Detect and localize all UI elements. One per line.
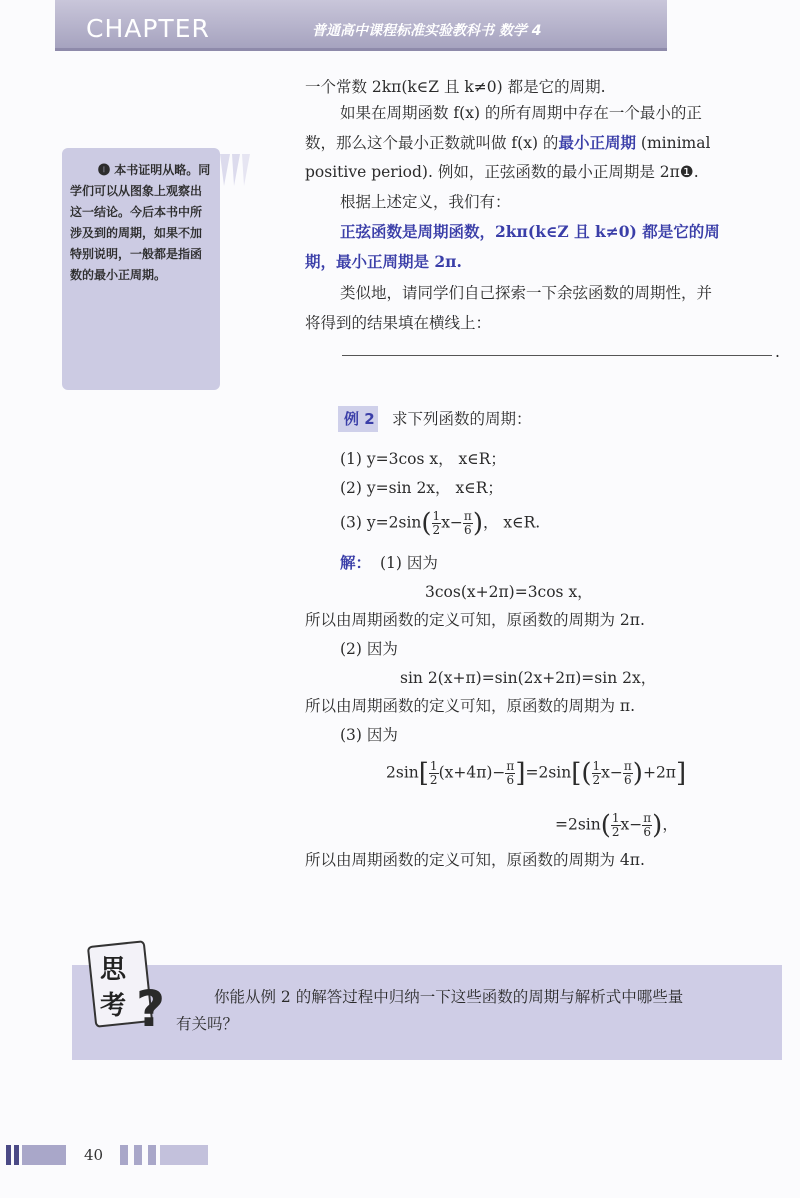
item3-tail: ， x∈R. [482,513,541,532]
sol3-equation-line1: 2sin[ $\frac{1}{2}$ (x+4π)− $\frac{\pi}{6}$ ]=2sin[( $\frac{1}{2}$ x− $\frac{\pi}{6}$ )+2π] [386,758,687,789]
body-para4-a: 类似地，请同学们自己探索一下余弦函数的周期性，并 [340,284,713,302]
fraction-pi-six: $\frac{\pi}{6}$ [463,509,472,537]
body-para3: 根据上述定义，我们有： [340,193,511,211]
example-item-1: (1) y=3cos x， x∈R； [340,450,506,468]
body-para2-a: 如果在周期函数 f(x) 的所有周期中存在一个最小的正 [340,104,702,122]
fraction-one-half: $\frac{1}{2}$ [432,509,441,537]
body-para4-b: 将得到的结果填在横线上： [305,314,492,332]
think-question-line1: 你能从例 2 的解答过程中归纳一下这些函数的周期与解析式中哪些量 [214,988,684,1006]
sol2-equation: sin 2(x+π)=sin(2x+2π)=sin 2x， [400,669,657,687]
margin-note-text [70,160,212,286]
sol3-intro: (3) 因为 [340,726,398,744]
sol3-conclusion: 所以由周期函数的定义可知，原函数的周期为 4π. [305,851,645,869]
chapter-word: CHAPTER [86,14,210,43]
body-line-1: 一个常数 2kπ(k∈Z 且 k≠0) 都是它的周期. [305,78,606,96]
note-stripes-decoration [218,150,258,190]
para2-text-b: (minimal [640,134,711,152]
sol2-intro: (2) 因为 [340,640,398,658]
answer-period: . [775,343,780,361]
example-item-3: (3) y=2sin( $\frac{1}{2}$ x− $\frac{\pi}{6}$ )， x∈R. [340,508,541,539]
footer-bar-left [6,1145,66,1165]
sol1-intro: (1) 因为 [380,554,438,572]
sol3-equation-line2: =2sin( $\frac{1}{2}$ x− $\frac{\pi}{6}$ )， [555,810,678,841]
svg-text:?: ? [136,980,166,1036]
footer-bar-right [120,1145,208,1165]
sol1-conclusion: 所以由周期函数的定义可知，原函数的周期为 2π. [305,611,645,629]
svg-text:考: 考 [100,991,127,1021]
solution-label: 解： [340,553,372,572]
example-label: 例 2 [344,410,375,428]
svg-text:思: 思 [100,955,127,985]
theorem-line-b: 期，最小正周期是 2π. [305,252,462,271]
example-prompt: 求下列函数的周期： [392,410,532,428]
theorem-line-a: 正弦函数是周期函数，2kπ(k∈Z 且 k≠0) 都是它的周 [340,222,720,241]
sol1-equation: 3cos(x+2π)=3cos x， [425,583,593,601]
body-para2-c: positive period). 例如，正弦函数的最小正周期是 2π❶. [305,163,699,181]
page-header [0,0,800,55]
answer-blank-line[interactable] [342,355,772,356]
think-question-line2: 有关吗？ [176,1015,239,1033]
book-title: 普通高中课程标准实验教科书 数学 4 [312,23,542,39]
para2-text-a: 数，那么这个最小正数就叫做 f(x) 的 [305,134,559,152]
term-minimal-positive-period: 最小正周期 [558,133,636,152]
think-question-icon [86,940,174,1036]
footnote-content: 本书证明从略。同学们可以从图象上观察出这一结论。今后本书中所涉及到的周期，如果不加特别说明，一般都是指函数的最小正周期。 [70,163,211,282]
sol2-conclusion: 所以由周期函数的定义可知，原函数的周期为 π. [305,697,636,715]
page-number: 40 [84,1146,104,1164]
footnote-marker: ❶ [98,163,111,177]
item3-head: (3) y=2sin [340,513,422,532]
body-para2-b [305,131,710,155]
example-item-2: (2) y=sin 2x， x∈R； [340,479,503,497]
